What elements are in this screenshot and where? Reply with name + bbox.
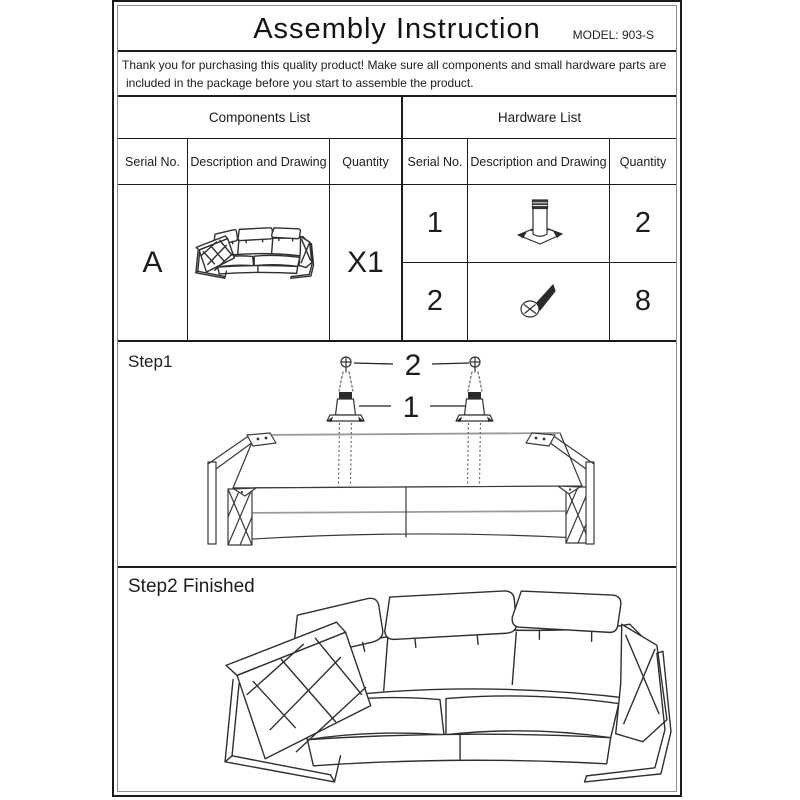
serial-cell: A: [118, 185, 188, 340]
serial-cell: 2: [403, 263, 468, 340]
components-column-headers: [118, 139, 401, 185]
screw-part: [339, 357, 353, 391]
callout-leg-label: 1: [402, 391, 420, 424]
component-sofa-illustration: [194, 227, 316, 280]
step2-label: Step2 Finished: [128, 576, 255, 597]
note-line-1: Thank you for purchasing this quality product! Make sure all components and small hardware parts are: [122, 58, 667, 72]
note-line-2: included in the package before you start to assemble the product.: [126, 76, 474, 90]
note-text: [118, 52, 676, 97]
screw-illustration: [508, 277, 568, 327]
hardware-row-leg: [403, 185, 676, 263]
components-table: [118, 97, 403, 340]
hardware-rows: [403, 185, 676, 340]
instruction-sheet: [112, 0, 682, 797]
drawing-cell: [468, 263, 610, 340]
column-header-quantity: Quantity: [342, 154, 389, 169]
column-header-description: Description and Drawing: [468, 139, 610, 184]
step1-section: [118, 342, 676, 568]
components-rows: [118, 185, 401, 340]
quantity-cell: 2: [634, 207, 652, 239]
title-section: [118, 6, 676, 52]
step2-finished-sofa-illustration: [218, 588, 680, 789]
components-list-header: Components List: [118, 97, 401, 139]
hardware-column-headers: [403, 139, 676, 185]
step1-label: Step1: [128, 352, 173, 371]
column-header-quantity: Quantity: [619, 154, 667, 169]
hardware-row-screw: [403, 263, 676, 340]
model-number: MODEL: 903-S: [572, 28, 654, 42]
parts-tables: [118, 97, 676, 342]
drawing-cell: [468, 185, 610, 262]
quantity-cell: X1: [347, 245, 384, 279]
step2-section: [118, 568, 676, 791]
column-header-description: Description and Drawing: [188, 139, 330, 184]
callout-screw-label: 2: [404, 349, 422, 382]
leg-illustration: [510, 193, 570, 253]
hardware-list-header: Hardware List: [403, 97, 676, 139]
column-header-serial: Serial No.: [403, 139, 468, 184]
hardware-table: [403, 97, 676, 340]
quantity-cell: 8: [634, 285, 652, 317]
column-header-serial: Serial No.: [118, 139, 188, 184]
serial-cell: 1: [403, 185, 468, 262]
step1-assembly-diagram: [118, 342, 676, 566]
inner-frame: [117, 5, 677, 792]
screw-part: [468, 357, 482, 391]
drawing-cell: [188, 185, 330, 340]
page-title: Assembly Instruction: [253, 13, 541, 45]
component-row: [118, 185, 401, 340]
